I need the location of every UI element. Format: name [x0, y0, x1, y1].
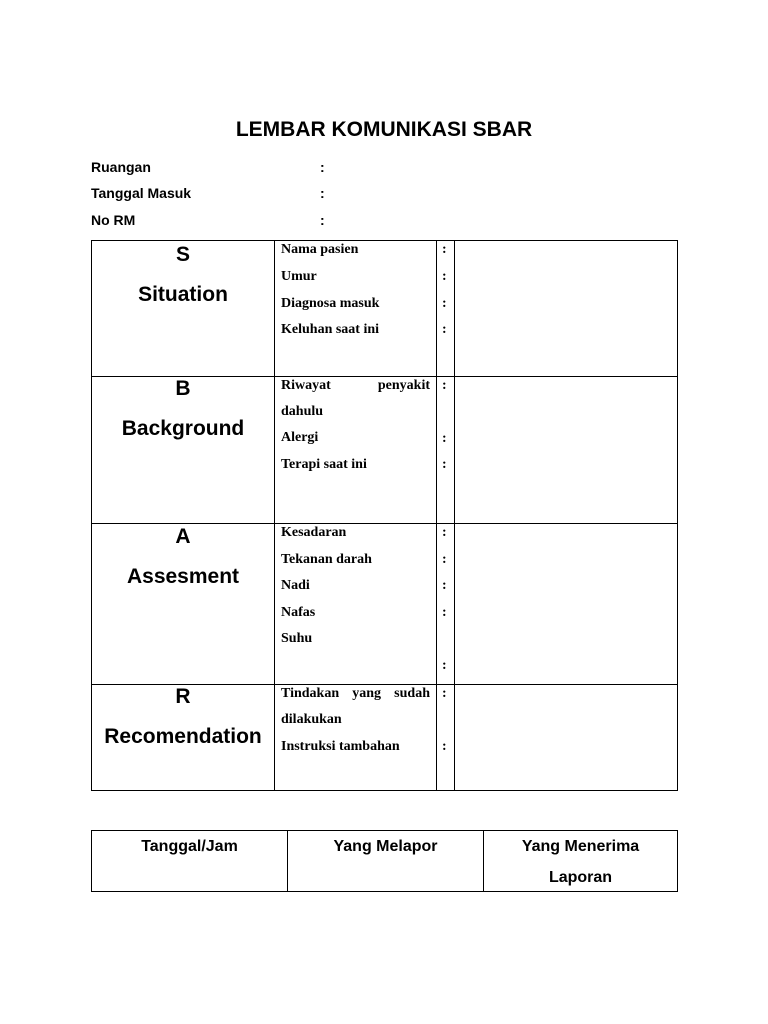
signature-header-date: Tanggal/Jam: [141, 838, 238, 855]
field-colon: :: [320, 159, 325, 175]
sbar-row-situation: [92, 241, 677, 376]
field-label: Ruangan: [91, 159, 151, 175]
receiver-line-1: Yang Menerima: [521, 838, 640, 855]
sbar-letter: B: [175, 377, 191, 400]
sbar-row-assessment: [92, 523, 677, 684]
sbar-item-word: Tindakan: [281, 686, 340, 701]
sbar-item: [281, 686, 430, 702]
sbar-item: Kesadaran: [281, 525, 347, 540]
sbar-word: Situation: [138, 283, 228, 306]
sbar-letter: R: [175, 685, 191, 708]
sbar-item: Nadi: [281, 578, 310, 593]
sbar-colon: :: [442, 578, 447, 593]
sbar-colon: :: [442, 457, 447, 472]
sbar-colon: :: [442, 296, 447, 311]
sbar-item: Diagnosa masuk: [281, 296, 380, 311]
sbar-colon: :: [442, 242, 447, 257]
sbar-colon: :: [442, 378, 447, 393]
field-label: No RM: [91, 212, 136, 228]
sbar-item: dilakukan: [281, 712, 342, 727]
sbar-item: Alergi: [281, 430, 319, 445]
sbar-word: Recomendation: [104, 725, 262, 748]
sbar-colon: :: [442, 431, 447, 446]
signature-table: [91, 830, 678, 892]
sbar-word: Background: [121, 417, 245, 440]
sbar-item: Nafas: [281, 605, 316, 620]
sbar-colon: :: [442, 552, 447, 567]
signature-header-receiver: [484, 831, 677, 891]
sbar-row-recommendation: [92, 684, 677, 790]
field-label: Tanggal Masuk: [91, 185, 192, 201]
sbar-letter: A: [175, 525, 191, 548]
sbar-item-word: sudah: [394, 686, 430, 701]
sbar-item: [281, 378, 430, 394]
sbar-item: Keluhan saat ini: [281, 322, 380, 337]
signature-header-reporter: Yang Melapor: [333, 838, 438, 855]
sbar-item-word: Riwayat: [281, 378, 331, 393]
sbar-item: Suhu: [281, 631, 313, 646]
page-title: LEMBAR KOMUNIKASI SBAR: [235, 118, 533, 141]
sbar-item: Terapi saat ini: [281, 457, 367, 472]
sbar-item: Instruksi tambahan: [281, 739, 400, 754]
sbar-colon: :: [442, 322, 447, 337]
sbar-colon: :: [442, 686, 447, 701]
field-colon: :: [320, 185, 325, 201]
sbar-item: Umur: [281, 269, 317, 284]
sbar-row-background: [92, 376, 677, 523]
receiver-line-2: Laporan: [548, 869, 613, 886]
sbar-item: Nama pasien: [281, 242, 359, 257]
sbar-colon: :: [442, 525, 447, 540]
sbar-item-word: yang: [352, 686, 382, 701]
sbar-item-word: penyakit: [377, 378, 430, 393]
sbar-colon: :: [442, 739, 447, 754]
sbar-word: Assesment: [126, 565, 240, 588]
sbar-colon: :: [442, 605, 447, 620]
sbar-item: dahulu: [281, 404, 324, 419]
sbar-letter: S: [175, 243, 190, 266]
sbar-table: [91, 240, 678, 791]
sbar-item: Tekanan darah: [281, 552, 372, 567]
sbar-colon: :: [442, 658, 447, 673]
field-colon: :: [320, 212, 325, 228]
sbar-colon: :: [442, 269, 447, 284]
